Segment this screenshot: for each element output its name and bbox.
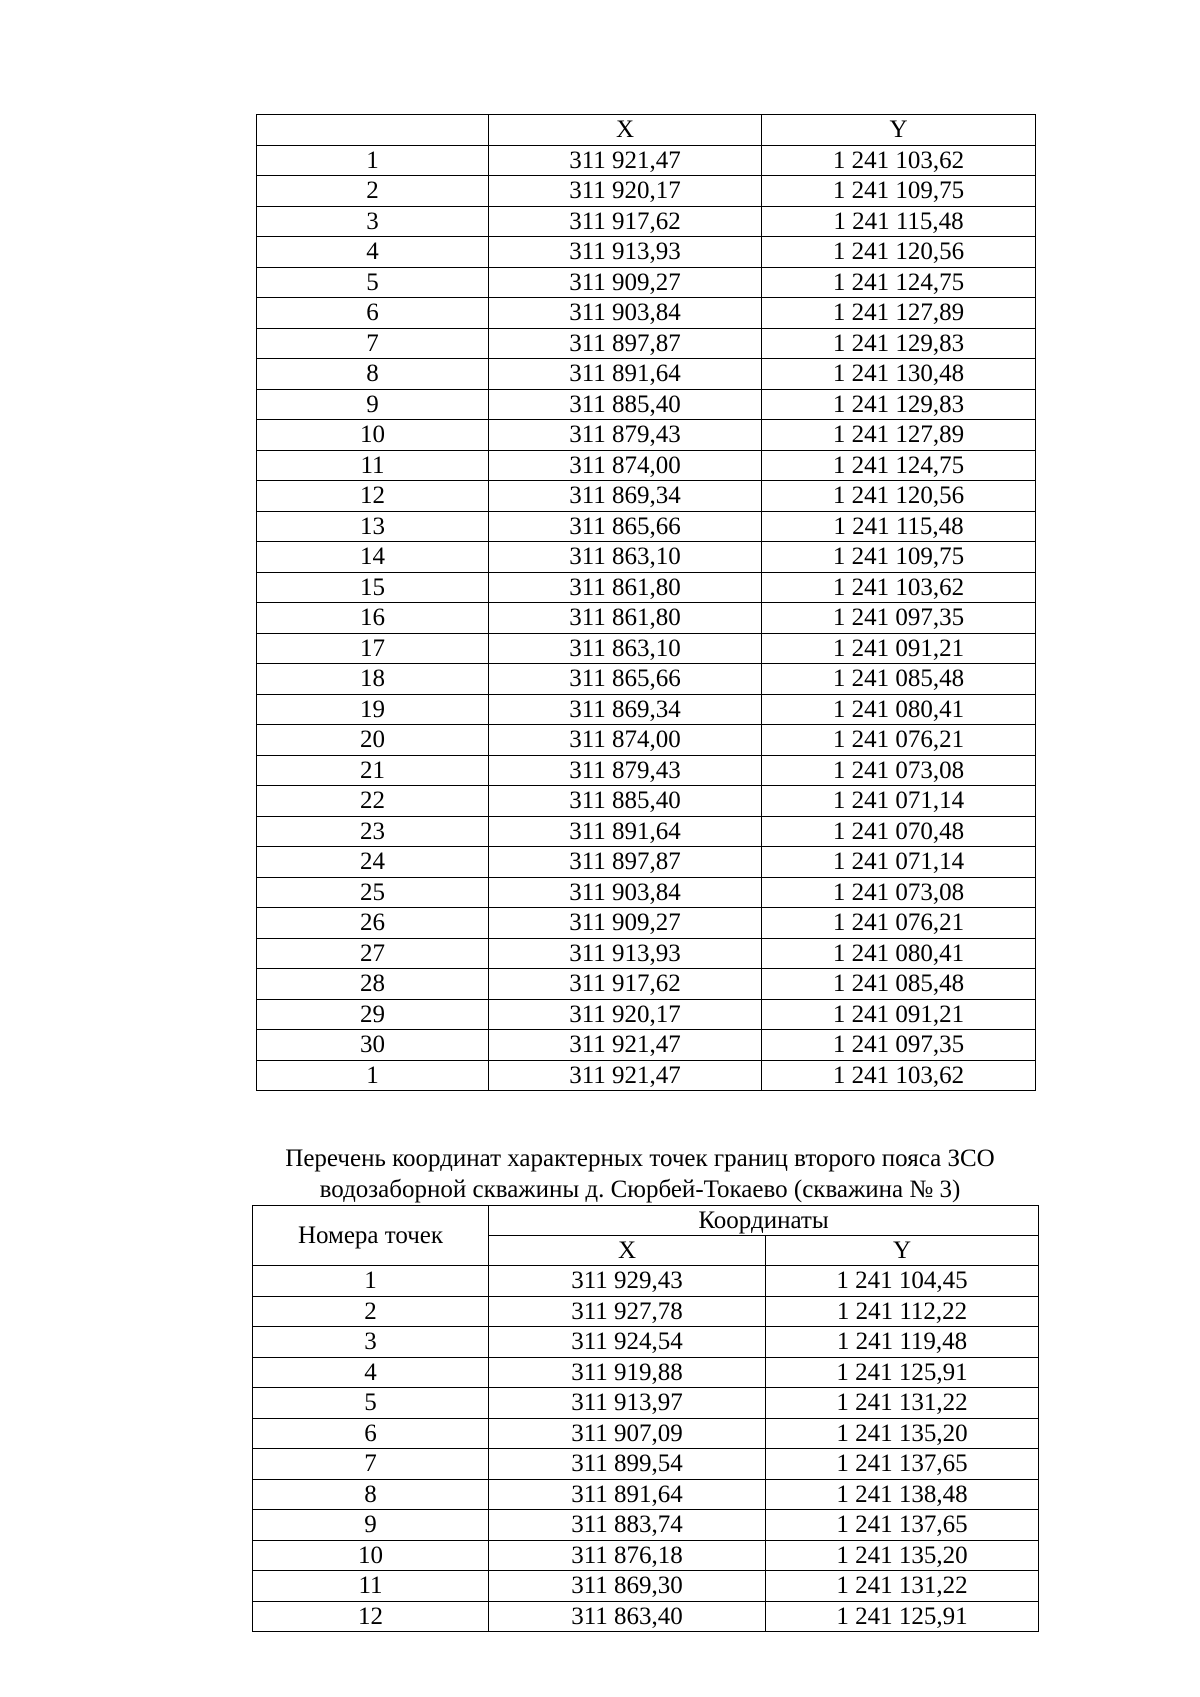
cell-x: 311 885,40 — [489, 389, 762, 420]
cell-x: 311 913,93 — [489, 938, 762, 969]
cell-y: 1 241 073,08 — [762, 877, 1036, 908]
table-row — [257, 877, 1036, 908]
cell-point-number: 1 — [257, 1060, 489, 1091]
cell-y: 1 241 115,48 — [762, 511, 1036, 542]
coordinates-table-1 — [256, 114, 1036, 1091]
cell-point-number: 4 — [257, 237, 489, 268]
table-row — [253, 1571, 1039, 1602]
table-row — [253, 1418, 1039, 1449]
table-row — [257, 420, 1036, 451]
table-row — [257, 572, 1036, 603]
table-row — [257, 176, 1036, 207]
cell-x: 311 921,47 — [489, 1030, 762, 1061]
cell-point-number: 11 — [253, 1571, 489, 1602]
cell-x: 311 921,47 — [489, 1060, 762, 1091]
table-row — [257, 511, 1036, 542]
table-row — [257, 237, 1036, 268]
cell-x: 311 920,17 — [489, 176, 762, 207]
cell-y: 1 241 131,22 — [766, 1388, 1039, 1419]
cell-y: 1 241 120,56 — [762, 481, 1036, 512]
table-header-row — [257, 115, 1036, 146]
table-row — [257, 267, 1036, 298]
cell-y: 1 241 109,75 — [762, 176, 1036, 207]
cell-x: 311 899,54 — [489, 1449, 766, 1480]
table-row — [253, 1540, 1039, 1571]
cell-y: 1 241 135,20 — [766, 1418, 1039, 1449]
cell-point-number: 26 — [257, 908, 489, 939]
cell-x: 311 897,87 — [489, 847, 762, 878]
table-row — [257, 633, 1036, 664]
cell-point-number: 28 — [257, 969, 489, 1000]
cell-point-number: 8 — [253, 1479, 489, 1510]
cell-x: 311 917,62 — [489, 969, 762, 1000]
cell-point-number: 12 — [257, 481, 489, 512]
cell-y: 1 241 127,89 — [762, 298, 1036, 329]
cell-x: 311 903,84 — [489, 877, 762, 908]
cell-x: 311 929,43 — [489, 1266, 766, 1297]
cell-y: 1 241 119,48 — [766, 1327, 1039, 1358]
cell-x: 311 863,40 — [489, 1601, 766, 1632]
header-x: X — [489, 115, 762, 146]
cell-y: 1 241 120,56 — [762, 237, 1036, 268]
table-row — [253, 1388, 1039, 1419]
cell-x: 311 913,93 — [489, 237, 762, 268]
table-row — [257, 999, 1036, 1030]
cell-y: 1 241 097,35 — [762, 1030, 1036, 1061]
cell-x: 311 920,17 — [489, 999, 762, 1030]
cell-x: 311 883,74 — [489, 1510, 766, 1541]
table-row — [257, 145, 1036, 176]
cell-point-number: 19 — [257, 694, 489, 725]
cell-point-number: 29 — [257, 999, 489, 1030]
cell-y: 1 241 073,08 — [762, 755, 1036, 786]
cell-point-number: 3 — [257, 206, 489, 237]
cell-x: 311 907,09 — [489, 1418, 766, 1449]
table-2-body — [253, 1266, 1039, 1632]
table-row — [257, 359, 1036, 390]
table-row — [257, 389, 1036, 420]
cell-y: 1 241 137,65 — [766, 1510, 1039, 1541]
cell-x: 311 869,34 — [489, 694, 762, 725]
table-row — [257, 969, 1036, 1000]
cell-point-number: 21 — [257, 755, 489, 786]
cell-y: 1 241 125,91 — [766, 1601, 1039, 1632]
cell-y: 1 241 071,14 — [762, 786, 1036, 817]
cell-point-number: 5 — [257, 267, 489, 298]
table-row — [257, 206, 1036, 237]
cell-point-number: 10 — [253, 1540, 489, 1571]
cell-y: 1 241 115,48 — [762, 206, 1036, 237]
cell-x: 311 863,10 — [489, 633, 762, 664]
header-coordinates: Координаты — [489, 1206, 1039, 1236]
cell-point-number: 10 — [257, 420, 489, 451]
cell-y: 1 241 076,21 — [762, 725, 1036, 756]
coordinates-table-2 — [252, 1205, 1039, 1632]
table-row — [257, 1060, 1036, 1091]
cell-point-number: 8 — [257, 359, 489, 390]
cell-x: 311 874,00 — [489, 725, 762, 756]
cell-y: 1 241 131,22 — [766, 1571, 1039, 1602]
cell-y: 1 241 080,41 — [762, 938, 1036, 969]
cell-point-number: 7 — [257, 328, 489, 359]
cell-y: 1 241 130,48 — [762, 359, 1036, 390]
table-row — [257, 450, 1036, 481]
cell-y: 1 241 070,48 — [762, 816, 1036, 847]
table-row — [253, 1510, 1039, 1541]
cell-point-number: 9 — [253, 1510, 489, 1541]
cell-x: 311 919,88 — [489, 1357, 766, 1388]
table-row — [257, 847, 1036, 878]
table-row — [257, 664, 1036, 695]
cell-y: 1 241 085,48 — [762, 664, 1036, 695]
cell-x: 311 861,80 — [489, 603, 762, 634]
table-row — [253, 1266, 1039, 1297]
table-row — [253, 1296, 1039, 1327]
cell-point-number: 25 — [257, 877, 489, 908]
cell-point-number: 16 — [257, 603, 489, 634]
table-row — [253, 1479, 1039, 1510]
table-row — [257, 938, 1036, 969]
cell-x: 311 865,66 — [489, 664, 762, 695]
cell-y: 1 241 103,62 — [762, 145, 1036, 176]
table-header-row — [253, 1206, 1039, 1236]
cell-x: 311 865,66 — [489, 511, 762, 542]
cell-point-number: 4 — [253, 1357, 489, 1388]
header-point-numbers: Номера точек — [253, 1206, 489, 1266]
header-x: X — [489, 1236, 766, 1266]
table-1-body — [257, 145, 1036, 1091]
cell-y: 1 241 125,91 — [766, 1357, 1039, 1388]
cell-x: 311 897,87 — [489, 328, 762, 359]
caption-line-2: водозаборной скважины д. Сюрбей-Токаево (скважина № 3) — [319, 1176, 961, 1203]
cell-y: 1 241 124,75 — [762, 267, 1036, 298]
table-2-caption — [200, 1143, 1080, 1205]
table-row — [257, 1030, 1036, 1061]
cell-x: 311 869,30 — [489, 1571, 766, 1602]
cell-x: 311 891,64 — [489, 816, 762, 847]
cell-y: 1 241 109,75 — [762, 542, 1036, 573]
cell-x: 311 924,54 — [489, 1327, 766, 1358]
cell-y: 1 241 103,62 — [762, 1060, 1036, 1091]
table-row — [253, 1449, 1039, 1480]
cell-y: 1 241 091,21 — [762, 999, 1036, 1030]
cell-x: 311 869,34 — [489, 481, 762, 512]
table-row — [257, 481, 1036, 512]
cell-point-number: 12 — [253, 1601, 489, 1632]
cell-x: 311 913,97 — [489, 1388, 766, 1419]
cell-point-number: 9 — [257, 389, 489, 420]
cell-x: 311 927,78 — [489, 1296, 766, 1327]
cell-x: 311 891,64 — [489, 359, 762, 390]
cell-y: 1 241 129,83 — [762, 389, 1036, 420]
cell-x: 311 863,10 — [489, 542, 762, 573]
table-row — [257, 542, 1036, 573]
cell-y: 1 241 137,65 — [766, 1449, 1039, 1480]
table-row — [253, 1327, 1039, 1358]
cell-x: 311 903,84 — [489, 298, 762, 329]
table-row — [257, 786, 1036, 817]
cell-x: 311 909,27 — [489, 267, 762, 298]
cell-y: 1 241 085,48 — [762, 969, 1036, 1000]
cell-point-number: 7 — [253, 1449, 489, 1480]
cell-y: 1 241 076,21 — [762, 908, 1036, 939]
cell-point-number: 2 — [257, 176, 489, 207]
cell-point-number: 1 — [257, 145, 489, 176]
cell-point-number: 27 — [257, 938, 489, 969]
cell-point-number: 22 — [257, 786, 489, 817]
cell-point-number: 6 — [257, 298, 489, 329]
header-point-number — [257, 115, 489, 146]
cell-y: 1 241 097,35 — [762, 603, 1036, 634]
cell-x: 311 861,80 — [489, 572, 762, 603]
cell-point-number: 5 — [253, 1388, 489, 1419]
cell-x: 311 879,43 — [489, 420, 762, 451]
cell-point-number: 17 — [257, 633, 489, 664]
cell-x: 311 909,27 — [489, 908, 762, 939]
table-row — [257, 816, 1036, 847]
cell-point-number: 15 — [257, 572, 489, 603]
cell-y: 1 241 129,83 — [762, 328, 1036, 359]
header-y: Y — [762, 115, 1036, 146]
cell-point-number: 18 — [257, 664, 489, 695]
cell-point-number: 13 — [257, 511, 489, 542]
cell-point-number: 14 — [257, 542, 489, 573]
cell-x: 311 879,43 — [489, 755, 762, 786]
cell-y: 1 241 112,22 — [766, 1296, 1039, 1327]
cell-point-number: 30 — [257, 1030, 489, 1061]
cell-point-number: 6 — [253, 1418, 489, 1449]
cell-y: 1 241 091,21 — [762, 633, 1036, 664]
cell-y: 1 241 104,45 — [766, 1266, 1039, 1297]
cell-x: 311 921,47 — [489, 145, 762, 176]
cell-y: 1 241 071,14 — [762, 847, 1036, 878]
cell-x: 311 885,40 — [489, 786, 762, 817]
cell-point-number: 1 — [253, 1266, 489, 1297]
header-y: Y — [766, 1236, 1039, 1266]
table-row — [257, 755, 1036, 786]
cell-y: 1 241 124,75 — [762, 450, 1036, 481]
cell-y: 1 241 138,48 — [766, 1479, 1039, 1510]
caption-line-1: Перечень координат характерных точек границ второго пояса ЗСО — [285, 1145, 995, 1172]
table-row — [253, 1357, 1039, 1388]
cell-x: 311 917,62 — [489, 206, 762, 237]
cell-x: 311 876,18 — [489, 1540, 766, 1571]
table-row — [253, 1601, 1039, 1632]
cell-point-number: 3 — [253, 1327, 489, 1358]
table-row — [257, 328, 1036, 359]
table-row — [257, 725, 1036, 756]
table-row — [257, 603, 1036, 634]
cell-point-number: 20 — [257, 725, 489, 756]
cell-x: 311 874,00 — [489, 450, 762, 481]
cell-point-number: 2 — [253, 1296, 489, 1327]
cell-x: 311 891,64 — [489, 1479, 766, 1510]
cell-point-number: 23 — [257, 816, 489, 847]
cell-point-number: 24 — [257, 847, 489, 878]
cell-point-number: 11 — [257, 450, 489, 481]
table-row — [257, 694, 1036, 725]
cell-y: 1 241 080,41 — [762, 694, 1036, 725]
cell-y: 1 241 127,89 — [762, 420, 1036, 451]
table-row — [257, 908, 1036, 939]
table-row — [257, 298, 1036, 329]
cell-y: 1 241 103,62 — [762, 572, 1036, 603]
cell-y: 1 241 135,20 — [766, 1540, 1039, 1571]
